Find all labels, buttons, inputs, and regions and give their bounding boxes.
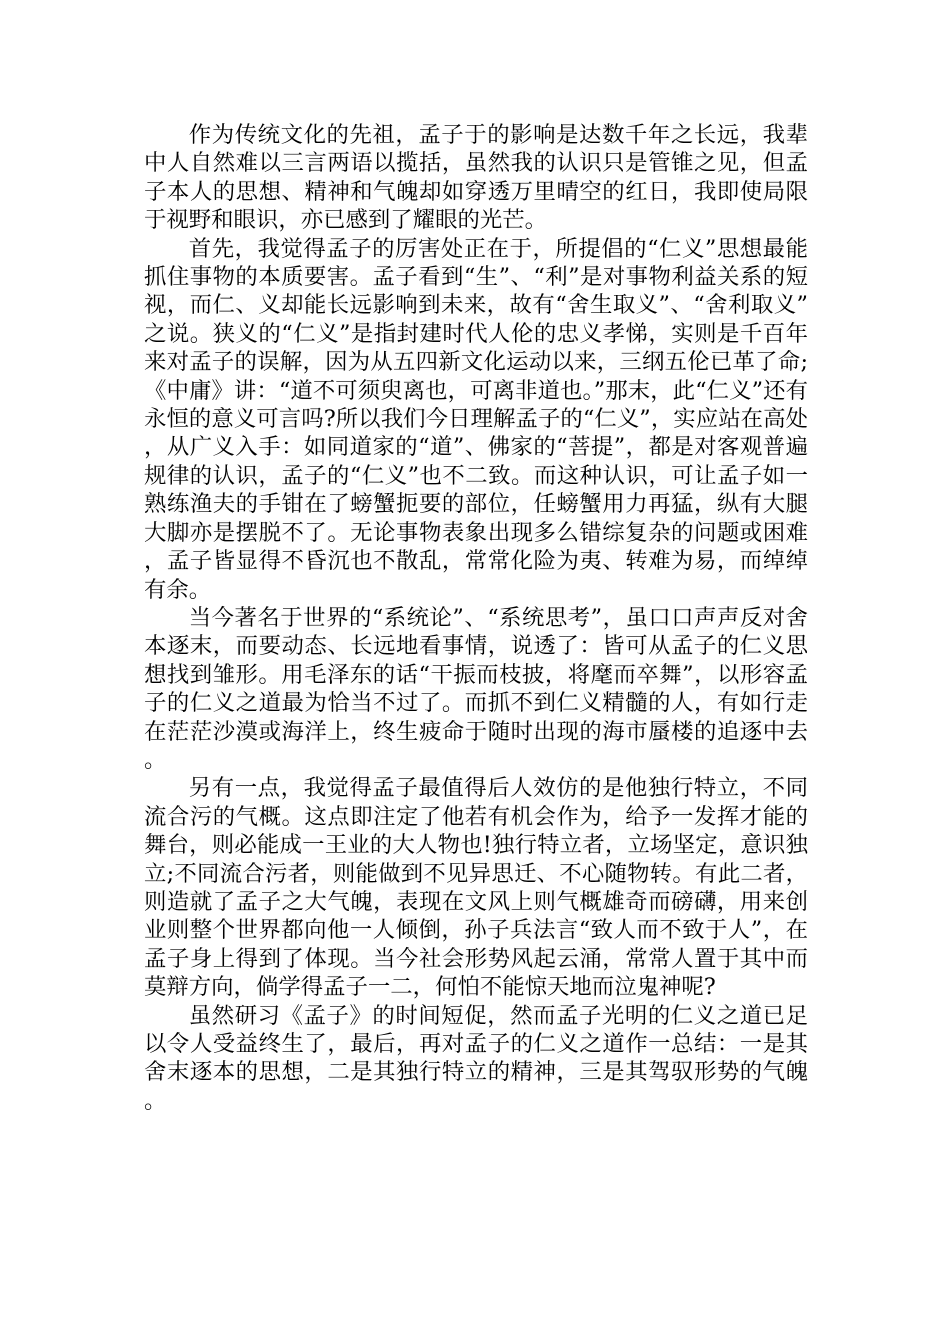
paragraph-3: 当今著名于世界的“系统论”、“系统思考”，虽口口声声反对舍本逐末，而要动态、长远地看事情，说透了：皆可从孟子的仁义思想找到雏形。用毛泽东的话“干振而枝披，将麾而卒舞”，以形容孟子的仁义之道最为恰当不过了。而抓不到仁义精髓的人，有如行走在茫茫沙漠或海洋上，终生疲命于随时出现的海市蜃楼的追逐中去。 (144, 604, 808, 773)
paragraph-2: 首先，我觉得孟子的厉害处正在于，所提倡的“仁义”思想最能抓住事物的本质要害。孟子看到“生”、“利”是对事物利益关系的短视，而仁、义却能长远影响到未来，故有“舍生取义”、“舍利取义”之说。狭义的“仁义”是指封建时代人伦的忠义孝悌，实则是千百年来对孟子的误解，因为从五四新文化运动以来，三纲五伦已革了命;《中庸》讲：“道不可须臾离也，可离非道也。”那末，此“仁义”还有永恒的意义可言吗?所以我们今日理解孟子的“仁义”，实应站在高处，从广义入手：如同道家的“道”、佛家的“菩提”，都是对客观普遍规律的认识，孟子的“仁义”也不二致。而这种认识，可让孟子如一熟练渔夫的手钳在了螃蟹扼要的部位，任螃蟹用力再猛，纵有大腿大脚亦是摆脱不了。无论事物表象出现多么错综复杂的问题或困难，孟子皆显得不昏沉也不散乱，常常化险为夷、转难为易，而绰绰有余。 (144, 235, 808, 603)
paragraph-1: 作为传统文化的先祖，孟子于的影响是达数千年之长远，我辈中人自然难以三言两语以揽括，虽然我的认识只是管锥之见，但孟子本人的思想、精神和气魄却如穿透万里晴空的红日，我即使局限于视野和眼识，亦已感到了耀眼的光芒。 (144, 122, 808, 234)
paragraph-4: 另有一点，我觉得孟子最值得后人效仿的是他独行特立，不同流合污的气概。这点即注定了他若有机会作为，给予一发挥才能的舞台，则必能成一王业的大人物也!独行特立者，立场坚定，意识独立;不同流合污者，则能做到不见异思迁、不心随物转。有此二者，则造就了孟子之大气魄，表现在文风上则气概雄奇而磅礴，用来创业则整个世界都向他一人倾倒，孙子兵法言“致人而不致于人”，在孟子身上得到了体现。当今社会形势风起云涌，常常人置于其中而莫辩方向，倘学得孟子一二，何怕不能惊天地而泣鬼神呢? (144, 775, 808, 1001)
document-body (144, 121, 808, 1115)
paragraph-5: 虽然研习《孟子》的时间短促，然而孟子光明的仁义之道已足以令人受益终生了，最后，再对孟子的仁义之道作一总结：一是其舍末逐本的思想，二是其独行特立的精神，三是其驾驭形势的气魄。 (144, 1002, 808, 1114)
